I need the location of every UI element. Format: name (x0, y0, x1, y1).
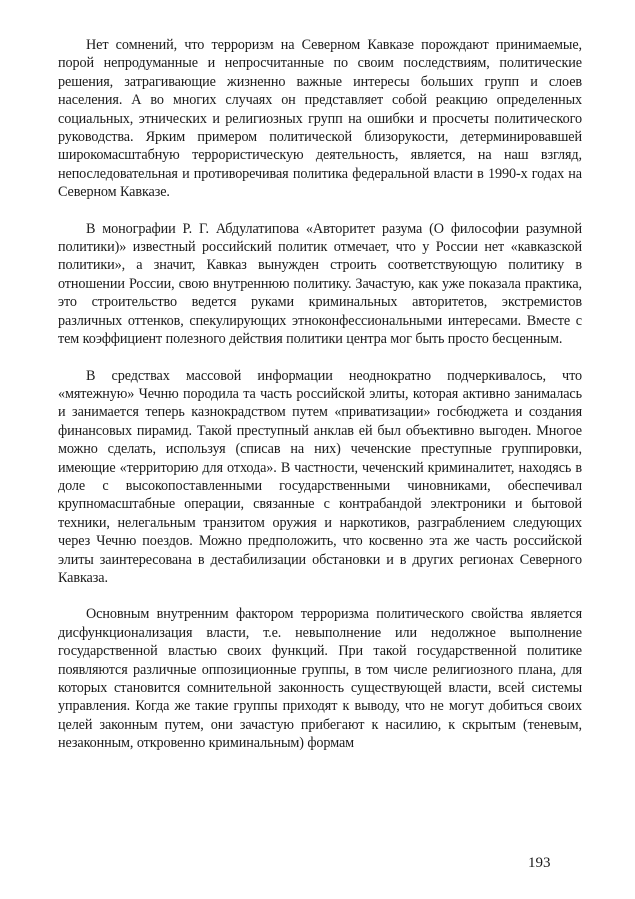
paragraph-3: В средствах массовой информации неоднократно подчеркивалось, что «мятежную» Чечню породила та часть российской элиты, которая активно занималась и занимается теперь казнокрадством путем «приватизации» госбюджета и создания финансовых пирамид. Такой преступный анклав ей был объективно выгоден. Многое можно сделать, используя (списав на них) чеченские преступные группировки, имеющие «территорию для отхода». В частности, чеченский криминалитет, находясь в доле с высокопоставленными государственными чиновниками, обеспечивал крупномасштабные операции, связанные с контрабандой электроники и бытовой техники, нелегальным транзитом оружия и наркотиков, разграблением следующих через Чечню поездов. Можно предположить, что косвенно эта же часть российской элиты заинтересована в дестабилизации обстановки и в других регионах Северного Кавказа. (58, 367, 582, 586)
page-body (58, 36, 582, 771)
page-number: 193 (528, 855, 551, 871)
paragraph-1: Нет сомнений, что терроризм на Северном Кавказе порождают принимаемые, порой непродуманные и непросчитанные по своим последствиям, политические решения, затрагивающие жизненно важные интересы больших групп и слоев населения. А во многих случаях он представляет собой реакцию определенных социальных, этнических и религиозных групп на ошибки и просчеты политического руководства. Ярким примером политической близорукости, детерминировавшей широкомасштабную террористическую деятельность, является, на наш взгляд, непоследовательная и противоречивая политика федеральной власти в 1990-х годах на Северном Кавказе. (58, 37, 582, 201)
paragraph-4: Основным внутренним фактором терроризма политического свойства является дисфункционализация власти, т.е. невыполнение или недолжное выполнение государственной властью своих функций. При такой государственной политике появляются различные оппозиционные группы, в том числе религиозного плана, для которых становится сомнительной законность существующей власти, всей системы управления. Когда же такие группы приходят к выводу, что не могут добиться своих целей законным путем, они зачастую прибегают к насилию, к скрытым (теневым, незаконным, откровенно криминальным) формам (58, 606, 582, 752)
paragraph-2: В монографии Р. Г. Абдулатипова «Авторитет разума (О философии разумной политики)» известный российский политик отмечает, что у России нет «кавказской политики», а значит, Кавказ вынужден строить соответствующую политику в отношении России, свою внутреннюю политику. Зачастую, как уже показала практика, это строительство ведется руками криминальных авторитетов, экстремистов различных оттенков, спекулирующих этноконфессиональными интересами. Вместе с тем коэффициент полезного действия политики центра мог быть просто бесценным. (58, 220, 582, 348)
